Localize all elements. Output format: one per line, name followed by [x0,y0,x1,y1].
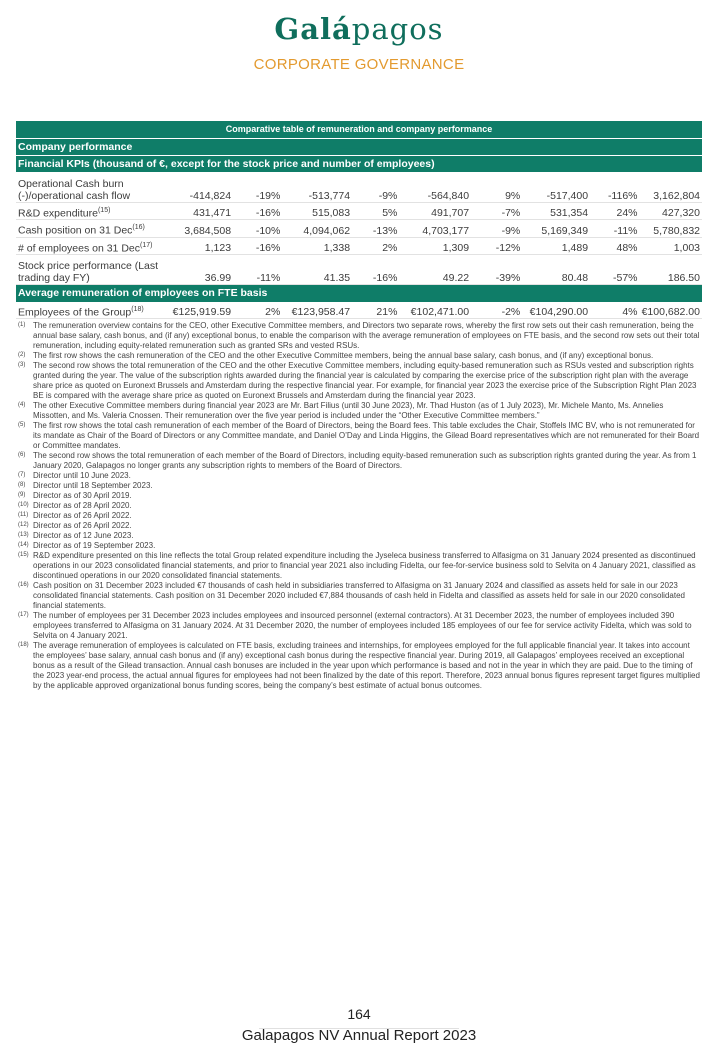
footnote-item [18,481,702,491]
table-cell: -414,824 [163,172,233,202]
section-title: CORPORATE GOVERNANCE [253,56,465,73]
table-cell: €102,471.00 [399,302,471,319]
footnote-item [18,421,702,451]
table-caption: Comparative table of remuneration and company performance [16,121,702,138]
table-row [16,237,702,255]
table-row [16,172,702,202]
table-cell: 2% [233,302,282,319]
table-cell: -564,840 [399,172,471,202]
footnote-mark: (18) [18,642,29,648]
table-cell: 9% [471,172,522,202]
row-label-text: R&D expenditure [18,207,98,219]
footnote-item [18,361,702,401]
footnote-mark: (10) [18,502,29,508]
footnote-text: Director as of 19 September 2023. [33,541,156,550]
table-cell: €100,682.00 [640,302,702,319]
row-label [16,255,163,285]
table-cell: 1,489 [522,237,590,255]
footnote-mark: (15) [18,552,29,558]
table-cell: -10% [233,220,282,238]
footnote-item [18,351,702,361]
table-row [16,255,702,285]
table-cell: 48% [590,237,639,255]
footnote-item [18,491,702,501]
table-cell: 5% [352,202,399,220]
footnote-mark: (14) [18,542,29,548]
footnote-mark: (1) [18,322,26,328]
footnote-item [18,551,702,581]
band-average-remuneration: Average remuneration of employees on FTE basis [16,285,702,302]
footnote-item [18,321,702,351]
table-cell: -116% [590,172,639,202]
footnote-text: Director as of 12 June 2023. [33,531,134,540]
footnote-text: Cash position on 31 December 2023 included €7 thousands of cash held in subsidiaries transferred to Alfasigma on 31 January 2024 and classified as assets held for sale in our 2023 consolidated financial statements. Cash position on 31 December 2020 included €7,884 thousands of cash held in Fidelta and classified as assets held for sale in our 2020 consolidated financial statements. [33,581,685,610]
band-company-performance: Company performance [16,138,702,155]
table-cell: -11% [233,255,282,285]
footnote-item [18,581,702,611]
table-cell: 1,003 [640,237,702,255]
table-row [16,220,702,238]
table-cell: €104,290.00 [522,302,590,319]
footnote-item [18,641,702,691]
footnote-mark: (7) [18,472,26,478]
table-row [16,202,702,220]
table-cell: 5,780,832 [640,220,702,238]
table-cell: 431,471 [163,202,233,220]
row-label [16,302,163,319]
footnote-text: Director until 18 September 2023. [33,481,153,490]
footnote-mark: (4) [18,402,26,408]
footnote-item [18,401,702,421]
footnote-text: Director as of 26 April 2022. [33,511,132,520]
table-cell: 80.48 [522,255,590,285]
footnote-mark: (12) [18,522,29,528]
table-cell: 427,320 [640,202,702,220]
table-cell: €125,919.59 [163,302,233,319]
table-cell: 186.50 [640,255,702,285]
footnote-ref: (16) [132,224,145,231]
table-cell: 531,354 [522,202,590,220]
footnote-ref: (17) [140,241,153,249]
table-cell: 1,123 [163,237,233,255]
row-label [16,237,163,255]
row-label-text: Operational Cash burn (-)/operational cash flow [18,177,131,202]
footnote-mark: (5) [18,422,26,428]
footnote-item [18,541,702,551]
footnote-ref: (15) [97,206,111,214]
band-financial-kpis: Financial KPIs (thousand of €, except for the stock price and number of employees) [16,155,702,172]
table-cell: -19% [233,172,282,202]
table-cell: 3,684,508 [163,220,233,238]
footnote-item [18,471,702,481]
company-logo [0,12,718,46]
footnote-text: The second row shows the total remuneration of each member of the Board of Directors, including equity-based remuneration such as subscription rights granted during the year. As from 1 January 2020, Galapagos no longer grants any subscription rights to members of the Board of Directors. [33,451,697,470]
footnote-mark: (13) [18,532,29,538]
row-label-text: # of employees on 31 Dec [18,242,140,254]
footnote-text: Director as of 26 April 2022. [33,521,132,530]
table-cell: 49.22 [399,255,471,285]
footnote-item [18,611,702,641]
footnote-text: The second row shows the total remuneration of the CEO and the other Executive Committee members, including equity-based remuneration such as RSUs vested and subscription rights granted during the year. The value of the subscription rights awarded during the financial year is calculated by comparing the exercise price of the subscription right plan with the average share price as quoted on Euronext Brussels and Amsterdam during the respective financial year. For example, for financial year 2023 the exercise price of the Subscription Right Plan 2023 BE is compared with the average share price as quoted on Euronext Brussels and Amsterdam during the financial year 2023. [33,361,697,400]
table-row [16,302,702,319]
table-cell: -12% [471,237,522,255]
footnote-item [18,521,702,531]
footnote-text: The other Executive Committee members during financial year 2023 are Mr. Bart Filius (until 30 June 2023), Mr. Thad Huston (as of 1 July 2023), Mr. Michele Manto, Ms. Annelies Missotten, and Ms. Valeria Cnossen. Their remuneration over the five year period is included under the “Other Executive Committee members.” [33,401,664,420]
table-cell: -57% [590,255,639,285]
footnotes [18,321,702,691]
footnote-mark: (2) [18,352,26,358]
row-label-text: Stock price performance (Last trading day FY) [18,260,159,284]
footnote-item [18,501,702,511]
remuneration-performance-table [16,121,702,319]
table-cell: -39% [471,255,522,285]
footnote-text: The remuneration overview contains for the CEO, other Executive Committee members, and Directors two separate rows, whereby the first row sets out their cash remuneration, being the annual base salary, cash bonus, and (if any) exceptional bonus, to enable the comparison with the average remuneration of employees on FTE basis, and the second row sets out their total remuneration, including equity-related remuneration such as granted SRs and vested RSUs. [33,321,700,350]
table-cell: -16% [233,237,282,255]
table-cell: 41.35 [282,255,352,285]
table-cell: 4,094,062 [282,220,352,238]
row-label [16,220,163,238]
table-cell: €123,958.47 [282,302,352,319]
report-title: Galapagos NV Annual Report 2023 [241,1027,477,1044]
table-cell: 4% [590,302,639,319]
logo-text-bold: Galá [274,12,352,46]
table-cell: 515,083 [282,202,352,220]
footnote-item [18,511,702,521]
footnote-mark: (6) [18,452,26,458]
table-cell: 1,338 [282,237,352,255]
row-label [16,202,163,220]
footnote-mark: (11) [18,512,29,518]
footnote-text: The number of employees per 31 December 2023 includes employees and insourced personnel (external contractors). At 31 December 2023, the number of employees included 390 employees transferred to Alfasigma on 31 January 2024. At 31 December 2020, the number of employees included 185 employees of our fee for service activity Fidelta, which was sold to Selvita on 4 January 2021. [33,611,692,640]
footnote-text: Director as of 30 April 2019. [33,491,132,500]
footnote-mark: (9) [18,492,26,498]
footnote-mark: (8) [18,482,26,488]
row-label-text: Cash position on 31 Dec [18,224,133,237]
footnote-text: The first row shows the cash remuneration of the CEO and the other Executive Committee members, being the annual base salary, cash bonus, and (if any) exceptional bonus. [33,351,654,360]
table-cell: -9% [471,220,522,238]
table-cell: 1,309 [399,237,471,255]
table-cell: 491,707 [399,202,471,220]
table-cell: -9% [352,172,399,202]
footnote-mark: (3) [18,362,26,368]
table-cell: 21% [352,302,399,319]
table-cell: 4,703,177 [399,220,471,238]
table-cell: 5,169,349 [522,220,590,238]
footnote-item [18,531,702,541]
table-cell: -7% [471,202,522,220]
table-cell: 36.99 [163,255,233,285]
row-label-text: Employees of the Group [18,306,132,318]
footnote-text: The average remuneration of employees is calculated on FTE basis, excluding trainees and internships, for employees employed for the full applicable financial year. It takes into account the employees’ base salary, annual cash bonus and (if any) exceptional cash bonus during the respective financial year. During 2019, all Galapagos’ employees received an exceptional bonus as a result of the Gilead transaction. Annual cash bonuses are included in the year upon which performance is based and not in the year in which they are paid. Due to the timing of the 2023 year-end process, the actual annual figures for employees had not been finalized by the date of this report. Therefore, 2023 annual bonus figures represent target figures multiplied by the applicable approved organizational bonus funding scores, being the company’s best estimate of actual bonus outcomes. [33,641,700,690]
footnote-mark: (16) [18,582,29,588]
table-cell: -16% [233,202,282,220]
table-cell: -517,400 [522,172,590,202]
table-cell: -2% [471,302,522,319]
footnote-item [18,451,702,471]
footnote-mark: (17) [18,612,29,618]
page-number: 164 [347,1006,371,1022]
footnote-text: R&D expenditure presented on this line reflects the total Group related expenditure including the Jyseleca business transferred to Alfasigma on 31 January 2024 presented as discontinued operations in our 2023 consolidated financial statements, and prior to financial year 2021 also including Fidelta, our fee-for-service business sold to Selvita on 4 January 2021, classified as discontinued operations in our 2020 consolidated financial statements. [33,551,696,580]
kpi-rows [16,172,702,285]
table-cell: -13% [352,220,399,238]
table-cell: -16% [352,255,399,285]
table-cell: -513,774 [282,172,352,202]
footnote-text: The first row shows the total cash remuneration of each member of the Board of Directors, being the Board fees. This table excludes the Chair, Stoffels IMC BV, who is not remunerated for its mandate as Chair of the Board of Directors or any Committee mandate, and Daniel O’Day and Linda Higgins, the Gilead Board representatives which are not remunerated for their Board or Committee mandates. [33,421,700,450]
table-cell: 24% [590,202,639,220]
employee-rows [16,302,702,319]
logo-text-light: pagos [351,12,444,46]
row-label [16,172,163,202]
table-cell: 3,162,804 [640,172,702,202]
table-cell: 2% [352,237,399,255]
footnote-text: Director until 10 June 2023. [33,471,131,480]
footnote-ref: (18) [131,305,144,313]
footnote-text: Director as of 28 April 2020. [33,501,132,510]
table-cell: -11% [590,220,639,238]
